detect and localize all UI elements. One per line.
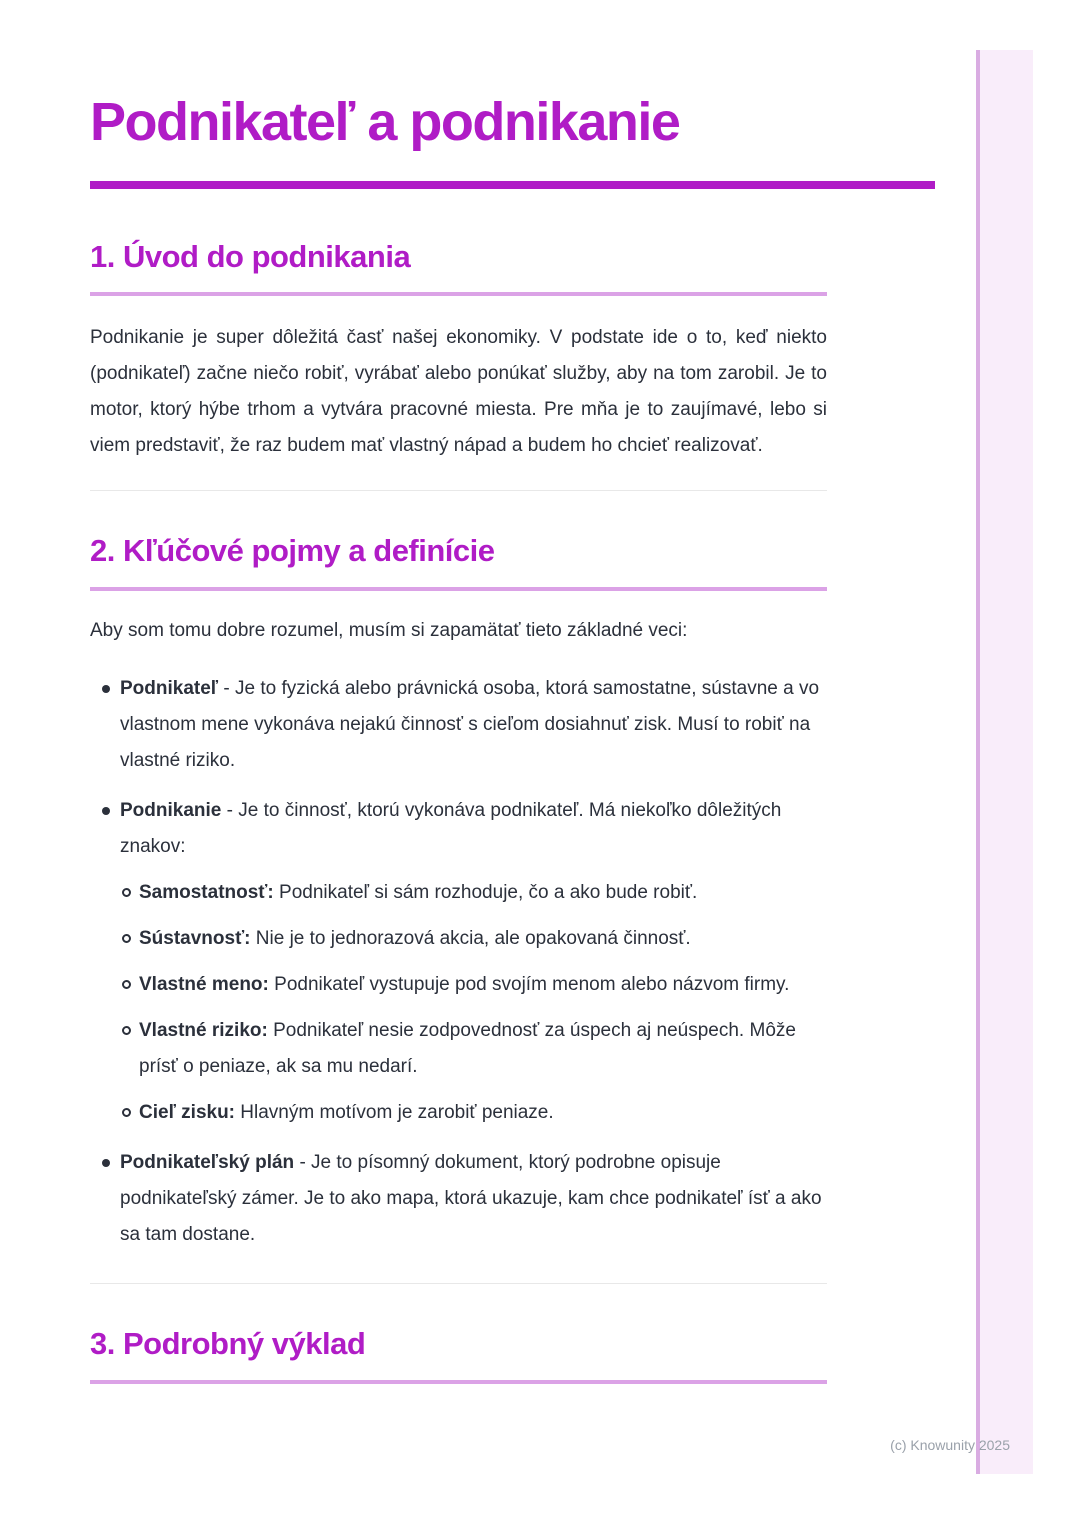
section-uvod bbox=[90, 239, 827, 465]
bullet-icon bbox=[102, 1159, 110, 1167]
sub-term-definition: Podnikateľ si sám rozhoduje, čo a ako bude robiť. bbox=[279, 881, 698, 903]
term-definition: - Je to fyzická alebo právnická osoba, ktorá samostatne, sústavne a vo vlastnom mene vykonáva nejakú činnosť s cieľom dosiahnuť zisk. Musí to robiť na vlastné riziko. bbox=[120, 677, 820, 771]
intro-paragraph: Podnikanie je super dôležitá časť našej ekonomiky. V podstate ide o to, keď niekto (podnikateľ) začne niečo robiť, vyrábať alebo ponúkať služby, aby na tom zarobil. Je to motor, ktorý hýbe trhom a vytvára pracovné miesta. Pre mňa je to zaujímavé, lebo si viem predstaviť, že raz budem mať vlastný nápad a budem ho chcieť realizovať. bbox=[90, 327, 827, 457]
sub-term-definition: Hlavným motívom je zarobiť peniaze. bbox=[240, 1101, 554, 1123]
side-stripe bbox=[976, 50, 1033, 1474]
circle-bullet-icon bbox=[122, 934, 131, 943]
term-list bbox=[90, 671, 827, 1253]
section-heading-1: 1. Úvod do podnikania bbox=[90, 238, 411, 274]
sub-term-label: Samostatnosť: bbox=[139, 881, 274, 903]
sub-list-item bbox=[120, 1013, 827, 1085]
terms-intro: Aby som tomu dobre rozumel, musím si zapamätať tieto základné veci: bbox=[90, 619, 688, 641]
document-content bbox=[90, 0, 827, 1384]
section-divider bbox=[90, 1283, 827, 1284]
circle-bullet-icon bbox=[122, 1108, 131, 1117]
circle-bullet-icon bbox=[122, 1026, 131, 1035]
term-definition: - Je to činnosť, ktorú vykonáva podnikateľ. Má niekoľko dôležitých znakov: bbox=[120, 799, 782, 857]
section-divider bbox=[90, 490, 827, 491]
heading-underline bbox=[90, 292, 827, 296]
sub-term-definition: Nie je to jednorazová akcia, ale opakovaná činnosť. bbox=[255, 927, 691, 949]
sub-list-item bbox=[120, 1095, 827, 1131]
sub-term-label: Vlastné meno: bbox=[139, 973, 269, 995]
list-item bbox=[90, 671, 827, 779]
footer-credit: (c) Knowunity 2025 bbox=[890, 1437, 1010, 1453]
bullet-icon bbox=[102, 807, 110, 815]
sub-list-item bbox=[120, 875, 827, 911]
title-rule bbox=[90, 181, 935, 189]
sub-term-label: Sústavnosť: bbox=[139, 927, 251, 949]
sub-list-item bbox=[120, 921, 827, 957]
circle-bullet-icon bbox=[122, 888, 131, 897]
term-definition: - Je to písomný dokument, ktorý podrobne opisuje podnikateľský zámer. Je to ako mapa, ktorá ukazuje, kam chce podnikateľ ísť a ako sa tam dostane. bbox=[120, 1151, 822, 1245]
sub-term-label: Vlastné riziko: bbox=[139, 1019, 268, 1041]
term-label: Podnikanie bbox=[120, 799, 222, 821]
section-vyklad bbox=[90, 1326, 827, 1384]
sub-term-definition: Podnikateľ vystupuje pod svojím menom alebo názvom firmy. bbox=[274, 973, 790, 995]
heading-underline bbox=[90, 587, 827, 591]
term-label: Podnikateľ bbox=[120, 677, 219, 699]
term-label: Podnikateľský plán bbox=[120, 1151, 295, 1173]
heading-underline bbox=[90, 1380, 827, 1384]
page-title: Podnikateľ a podnikanie bbox=[90, 92, 680, 152]
list-item bbox=[90, 793, 827, 1131]
sub-list-item bbox=[120, 967, 827, 1003]
section-heading-2: 2. Kľúčové pojmy a definície bbox=[90, 533, 495, 569]
bullet-icon bbox=[102, 685, 110, 693]
circle-bullet-icon bbox=[122, 980, 131, 989]
section-heading-3: 3. Podrobný výklad bbox=[90, 1325, 366, 1361]
sub-term-list bbox=[120, 875, 827, 1131]
sub-term-label: Cieľ zisku: bbox=[139, 1101, 236, 1123]
sub-term-definition: Podnikateľ nesie zodpovednosť za úspech aj neúspech. Môže prísť o peniaze, ak sa mu nedarí. bbox=[139, 1019, 796, 1077]
list-item bbox=[90, 1145, 827, 1253]
section-pojmy bbox=[90, 533, 827, 1253]
